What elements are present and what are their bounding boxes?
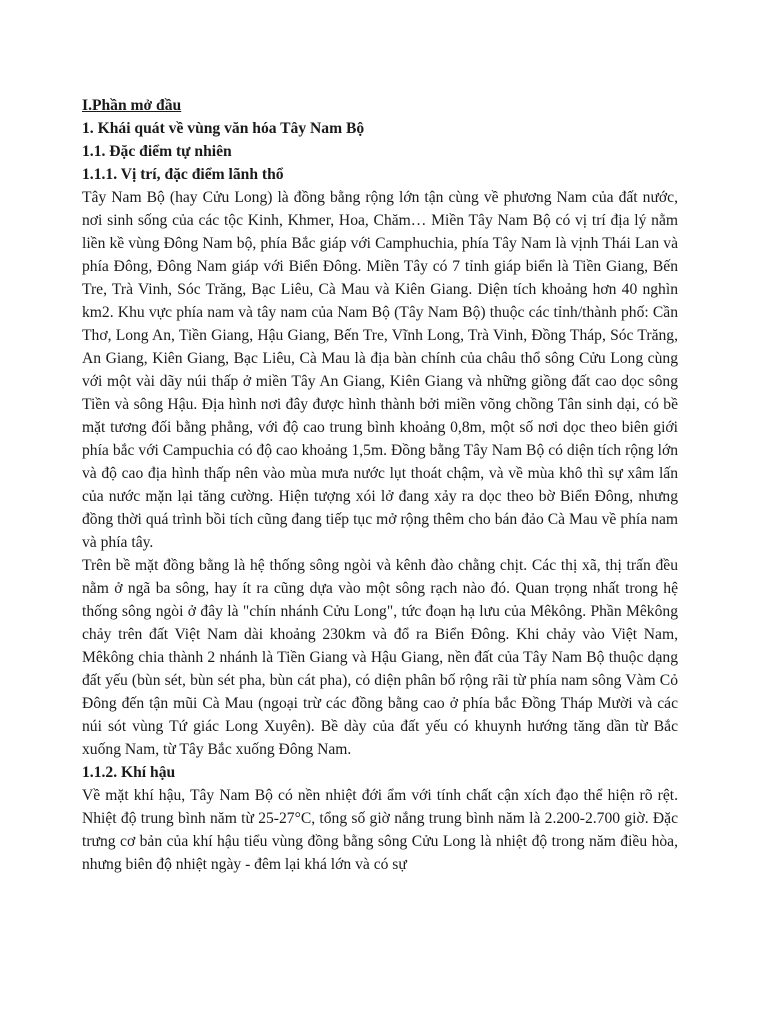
part-title-text: I.Phần mở đầu — [82, 97, 182, 114]
document-page — [82, 94, 678, 876]
paragraph-rivers: Trên bề mặt đồng bằng là hệ thống sông ngòi và kênh đào chằng chịt. Các thị xã, thị trấn đều nằm ở ngã ba sông, hay ít ra cũng dựa vào một sông rạch nào đó. Quan trọng nhất trong hệ thống sông ngòi ở đây là "chín nhánh Cửu Long", tức đoạn hạ lưu của Mêkông. Phần Mêkông chảy trên đất Việt Nam dài khoảng 230km và đổ ra Biển Đông. Khi chảy vào Việt Nam, Mêkông chia thành 2 nhánh là Tiền Giang và Hậu Giang, nền đất của Tây Nam Bộ thuộc dạng đất yếu (bùn sét, bùn sét pha, bùn cát pha), có diện phân bố rộng rãi từ phía nam sông Vàm Cỏ Đông đến tận mũi Cà Mau (ngoại trừ các đồng bằng cao ở phía bắc Đồng Tháp Mười và các núi sót vùng Tứ giác Long Xuyên). Bề dày của đất yếu có khuynh hướng tăng dần từ Bắc xuống Nam, từ Tây Bắc xuống Đông Nam. — [82, 557, 678, 758]
paragraph-climate: Về mặt khí hậu, Tây Nam Bộ có nền nhiệt đới ẩm với tính chất cận xích đạo thể hiện rõ rệt. Nhiệt độ trung bình năm từ 25-27°C, tổng số giờ nắng trung bình năm là 2.200-2.700 giờ. Đặc trưng cơ bản của khí hậu tiểu vùng đồng bằng sông Cửu Long là nhiệt độ trong năm điều hòa, nhưng biên độ nhiệt ngày - đêm lại khá lớn và có sự — [82, 787, 678, 873]
section-heading-1-1-1: 1.1.1. Vị trí, đặc điểm lãnh thổ — [82, 166, 284, 183]
part-title — [82, 94, 678, 117]
paragraph-location: Tây Nam Bộ (hay Cửu Long) là đồng bằng rộng lớn tận cùng về phương Nam của đất nước, nơi sinh sống của các tộc Kinh, Khmer, Hoa, Chăm… Miền Tây Nam Bộ có vị trí địa lý nằm liền kề vùng Đông Nam bộ, phía Bắc giáp với Camphuchia, phía Tây Nam là vịnh Thái Lan và phía Đông, Đông Nam giáp với Biển Đông. Miền Tây có 7 tỉnh giáp biển là Tiền Giang, Bến Tre, Trà Vinh, Sóc Trăng, Bạc Liêu, Cà Mau và Kiên Giang. Diện tích khoảng hơn 40 nghìn km2. Khu vực phía nam và tây nam của Nam Bộ (Tây Nam Bộ) thuộc các tỉnh/thành phố: Cần Thơ, Long An, Tiền Giang, Hậu Giang, Bến Tre, Vĩnh Long, Trà Vinh, Đồng Tháp, Sóc Trăng, An Giang, Kiên Giang, Bạc Liêu, Cà Mau là địa bàn chính của châu thổ sông Cửu Long cùng với một vài dãy núi thấp ở miền Tây An Giang, Kiên Giang và những giồng đất cao dọc sông Tiền và sông Hậu. Địa hình nơi đây được hình thành bởi miền võng chồng Tân sinh dại, có bề mặt tương đối bằng phẳng, với độ cao trung bình khoảng 0,8m, một số nơi dọc theo biên giới phía bắc với Campuchia có độ cao khoảng 1,5m. Đồng bằng Tây Nam Bộ có diện tích rộng lớn và độ cao địa hình thấp nên vào mùa mưa nước lụt thoát chậm, và về mùa khô thì sự xâm lấn của nước mặn lại tăng cường. Hiện tượng xói lở đang xảy ra dọc theo bờ Biển Đông, nhưng đồng thời quá trình bồi tích cũng đang tiếp tục mở rộng thêm cho bán đảo Cà Mau về phía nam và phía tây. — [82, 189, 678, 551]
section-heading-1-1-2: 1.1.2. Khí hậu — [82, 764, 176, 781]
section-heading-1-1: 1.1. Đặc điểm tự nhiên — [82, 143, 232, 160]
section-heading-1: 1. Khái quát về vùng văn hóa Tây Nam Bộ — [82, 120, 365, 137]
